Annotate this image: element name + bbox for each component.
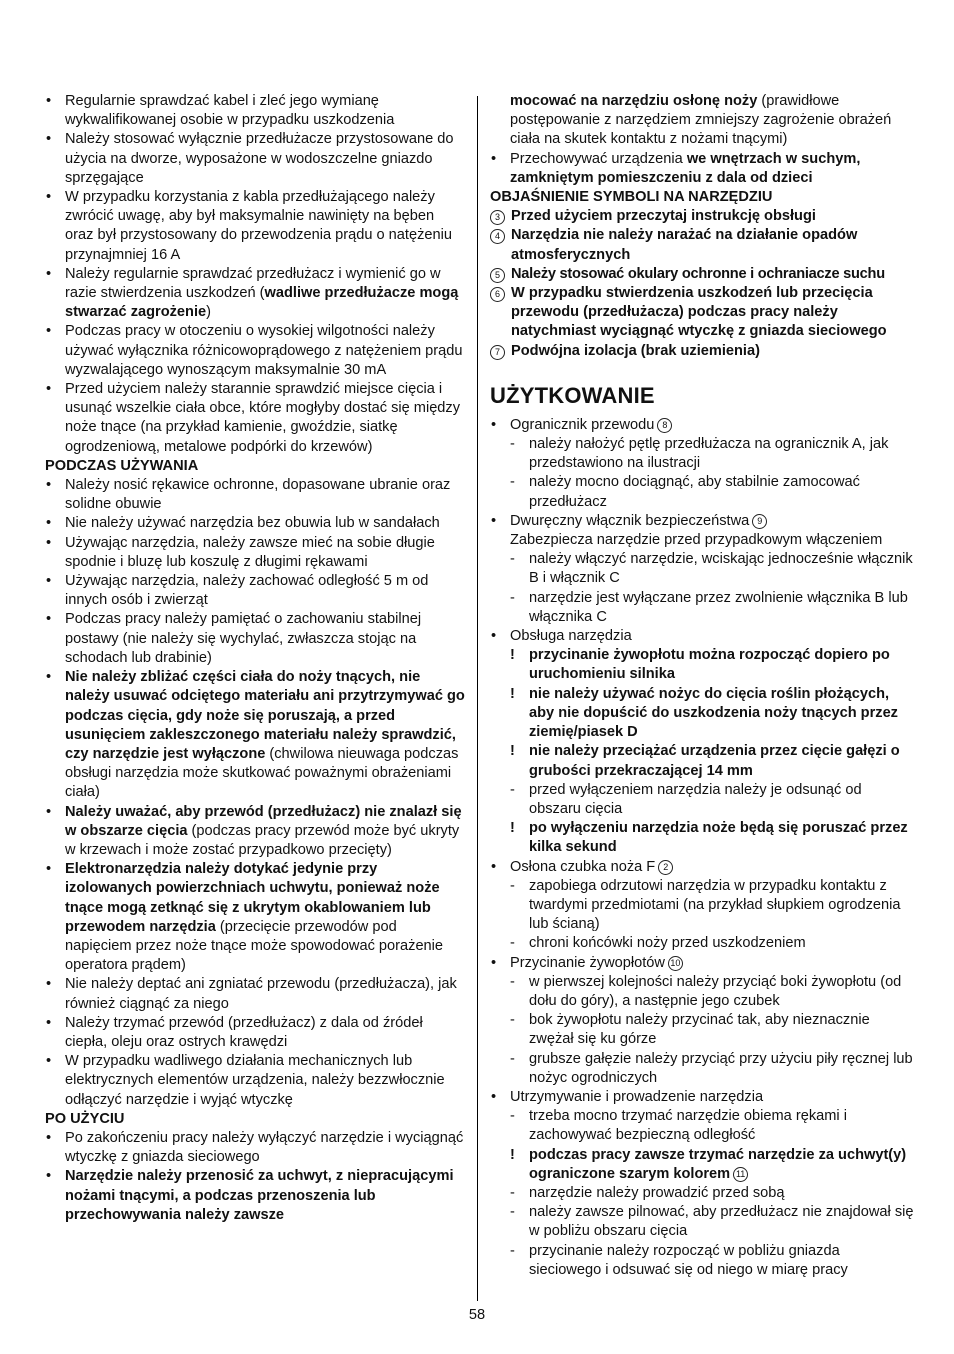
list-item bbox=[45, 1167, 465, 1225]
item-text: Po zakończeniu pracy należy wyłączyć narzędzie i wyciągnąć wtyczkę z gniazda sieciowego bbox=[65, 1129, 464, 1166]
item-text: zapobiega odrzutowi narzędzia w przypadku kontaktu z twardymi przedmiotami (na przykład słupkiem ogrodzenia lub ścianą) bbox=[529, 877, 901, 933]
list-item bbox=[490, 858, 915, 877]
subheading-during-use: PODCZAS UŻYWANIA bbox=[45, 457, 199, 474]
item-text: należy zawsze pilnować, aby przedłużacz nie znajdował się w pobliżu obszaru cięcia bbox=[529, 1204, 914, 1240]
column-divider bbox=[477, 96, 478, 1301]
symbol-text: Narzędzia nie należy narażać na działanie opadów atmosferycznych bbox=[511, 227, 858, 263]
item-text: Zabezpiecza narzędzie przed przypadkowym włączeniem bbox=[510, 532, 883, 549]
list-item bbox=[45, 534, 465, 572]
list-item bbox=[45, 1129, 465, 1167]
list-item bbox=[45, 188, 465, 265]
item-text: Utrzymywanie i prowadzenie narzędzia bbox=[510, 1088, 764, 1105]
list-item bbox=[45, 572, 465, 610]
item-text: Ogranicznik przewodu bbox=[510, 416, 655, 433]
sub-item bbox=[490, 877, 915, 935]
list-item bbox=[45, 860, 465, 975]
section-title: UŻYTKOWANIE bbox=[490, 382, 655, 408]
item-text: Regularnie sprawdzać kabel i zleć jego wymianę wykwalifikowanej osobie w przypadku uszkodzenia bbox=[65, 93, 395, 129]
item-emphasis: wadliwe przedłużacze mogą stwarzać zagrożenie bbox=[65, 285, 459, 321]
list-item bbox=[45, 130, 465, 188]
list-item bbox=[45, 380, 465, 457]
list-item bbox=[490, 512, 915, 550]
item-text: należy mocno dociągnąć, aby stabilnie zamocować przedłużacz bbox=[529, 474, 860, 510]
list-item bbox=[45, 668, 465, 802]
item-text: narzędzie jest wyłączane przez zwolnienie włącznika B lub włącznika C bbox=[529, 589, 908, 625]
item-text: (prawidłowe postępowanie z narzędziem zmniejszy zagrożenie obrażeń ciała na skutek kontaktu z nożami tnącymi) bbox=[510, 93, 892, 148]
warning-item bbox=[490, 1146, 915, 1184]
item-emphasis: Należy uważać, aby przewód (przedłużacz) nie znalazł się w obszarze cięcia bbox=[65, 803, 462, 839]
item-text: Dwuręczny włącznik bezpieczeństwa bbox=[510, 512, 750, 529]
item-text: chroni końcówki noży przed uszkodzeniem bbox=[529, 935, 806, 952]
item-text: nie należy używać nożyc do cięcia roślin płożących, aby nie dopuścić do uszkodzenia noży tnących przez ziemię/piasek D bbox=[529, 685, 898, 741]
sub-item bbox=[490, 1184, 915, 1203]
item-text: w pierwszej kolejności należy przyciąć boki żywopłotu (od dołu do góry), a następnie jego czubek bbox=[529, 973, 902, 1009]
right-column bbox=[490, 92, 915, 1280]
item-text: przycinanie żywopłotu można rozpocząć dopiero po uruchomieniu silnika bbox=[529, 647, 890, 683]
warning-item bbox=[490, 646, 915, 684]
list-item bbox=[45, 1052, 465, 1110]
item-text: należy nałożyć pętlę przedłużacza na ogranicznik A, jak przedstawiono na ilustracji bbox=[529, 436, 889, 472]
list-item bbox=[45, 265, 465, 323]
item-text: Nie należy deptać ani zgniatać przewodu (przedłużacza), jak również ciągnąć za niego bbox=[65, 976, 457, 1012]
symbol-item bbox=[490, 226, 915, 264]
list-item bbox=[45, 975, 465, 1013]
symbol-item bbox=[490, 342, 915, 361]
sub-item bbox=[490, 550, 915, 588]
item-text: Podczas pracy w otoczeniu o wysokiej wilgotności należy używać wyłącznika różnicowoprądowego z natężeniem prądu wyzwalającego wynoszącym maksymalnie 30 mA bbox=[65, 323, 463, 378]
left-column bbox=[45, 92, 465, 1225]
item-text: W przypadku korzystania z kabla przedłużającego należy zwrócić uwagę, aby był maksymalnie nawinięty na bęben oraz był przystosowany do przewodzenia prądu o natężeniu przynajmniej 16 A bbox=[65, 189, 452, 263]
item-text: ) bbox=[206, 304, 212, 321]
figure-ref-icon: 10 bbox=[668, 956, 683, 971]
sub-item bbox=[490, 589, 915, 627]
warning-item bbox=[490, 742, 915, 780]
item-text: Obsługa narzędzia bbox=[510, 628, 632, 645]
item-text: należy włączyć narzędzie, wciskając jednocześnie włącznik B i włącznik C bbox=[529, 551, 913, 587]
list-item bbox=[490, 416, 915, 435]
item-text: Należy stosować wyłącznie przedłużacze przystosowane do użycia na dworze, wyposażone w wodoszczelne gniazdo sprzęgające bbox=[65, 131, 454, 186]
list-item-continued bbox=[490, 92, 915, 150]
item-text: grubsze gałęzie należy przyciąć przy użyciu piły ręcznej lub nożyc ogrodniczych bbox=[529, 1050, 913, 1086]
warning-item bbox=[490, 819, 915, 857]
item-text: (chwilowa nieuwaga podczas obsługi narzędzia może skutkować poważnymi obrażeniami ciała) bbox=[65, 745, 459, 801]
symbol-item bbox=[490, 284, 915, 342]
item-text: Należy trzymać przewód (przedłużacz) z dala od źródeł ciepła, oleju oraz ostrych krawędzi bbox=[65, 1014, 423, 1050]
item-emphasis: mocować na narzędziu osłonę noży bbox=[510, 93, 758, 109]
item-emphasis: Elektronarzędzia należy dotykać jedynie przy izolowanych powierzchniach uchwytu, ponieważ noże tnące mogą zetknąć się z ukrytym okablowaniem lub przewodem narzędzia bbox=[65, 861, 440, 935]
symbol-text: Należy stosować okulary ochronne i ochraniacze suchu bbox=[511, 265, 885, 282]
item-text: przed wyłączeniem narzędzia należy je odsunąć od obszaru cięcia bbox=[529, 781, 862, 817]
sub-item bbox=[490, 473, 915, 511]
item-text: narzędzie należy prowadzić przed sobą bbox=[529, 1184, 785, 1201]
symbol-number-icon: 6 bbox=[490, 287, 505, 302]
list-item bbox=[45, 610, 465, 668]
item-text: bok żywopłotu należy przycinać tak, aby nieznacznie zwężał się ku górze bbox=[529, 1012, 870, 1048]
item-text: podczas pracy zawsze trzymać narzędzie za uchwyt(y) ograniczone szarym kolorem bbox=[529, 1146, 907, 1182]
sub-item bbox=[490, 1050, 915, 1088]
sub-item bbox=[490, 435, 915, 473]
sub-item bbox=[490, 973, 915, 1011]
list-item bbox=[490, 627, 915, 646]
item-text: (podczas pracy przewód może być ukryty w krzewach i może zostać przypadkowo przecięty) bbox=[65, 822, 460, 858]
list-item bbox=[490, 1088, 915, 1107]
symbol-number-icon: 3 bbox=[490, 210, 505, 225]
list-item bbox=[45, 322, 465, 380]
list-item bbox=[45, 803, 465, 861]
item-text: trzeba mocno trzymać narzędzie obiema rękami i zachowywać bezpieczną odległość bbox=[529, 1108, 847, 1144]
symbol-text: W przypadku stwierdzenia uszkodzeń lub przecięcia przewodu (przedłużacza) podczas pracy należy natychmiast wyciągnąć wtyczkę z gniazda sieciowego bbox=[511, 285, 887, 340]
item-emphasis: we wnętrzach w suchym, zamkniętym pomieszczeniu z dala od dzieci bbox=[510, 150, 861, 186]
list-item bbox=[45, 92, 465, 130]
item-text: Należy regularnie sprawdzać przedłużacz i wymienić go w razie stwierdzenia uszkodzeń ( bbox=[65, 265, 441, 302]
item-text: Przycinanie żywopłotów bbox=[510, 954, 665, 971]
symbol-item bbox=[490, 207, 915, 226]
symbol-text: Przed użyciem przeczytaj instrukcję obsługi bbox=[511, 208, 816, 225]
item-text: przycinanie należy rozpocząć w pobliżu gniazda sieciowego i odsuwać się od niego w miarę pracy bbox=[529, 1242, 848, 1278]
list-item bbox=[45, 514, 465, 533]
list-item bbox=[45, 476, 465, 514]
item-text: Przechowywać urządzenia bbox=[510, 150, 687, 167]
item-text: Należy nosić rękawice ochronne, dopasowane ubranie oraz solidne obuwie bbox=[65, 477, 451, 513]
sub-item bbox=[490, 1107, 915, 1145]
item-text: Nie należy używać narzędzia bez obuwia lub w sandałach bbox=[65, 515, 440, 532]
item-text: nie należy przeciążać urządzenia przez cięcie gałęzi o grubości przekraczającej 14 mm bbox=[529, 743, 900, 779]
sub-item bbox=[490, 1242, 915, 1280]
item-text: Osłona czubka noża F bbox=[510, 858, 656, 875]
symbol-number-icon: 4 bbox=[490, 229, 505, 244]
item-text: W przypadku wadliwego działania mechanicznych lub elektrycznych elementów urządzenia, należy bezzwłocznie odłączyć narzędzie i wyjąć wtyczkę bbox=[65, 1053, 445, 1108]
item-emphasis: Narzędzie należy przenosić za uchwyt, z niepracującymi nożami tnącymi, a podczas przenoszenia lub przechowywania należy zawsze bbox=[65, 1168, 454, 1223]
symbol-number-icon: 7 bbox=[490, 345, 505, 360]
list-item bbox=[490, 954, 915, 973]
list-item bbox=[45, 1014, 465, 1052]
figure-ref-icon: 8 bbox=[657, 418, 672, 433]
item-text: Używając narzędzia, należy zachować odległość 5 m od innych osób i zwierząt bbox=[65, 573, 429, 609]
subheading-symbols: OBJAŚNIENIE SYMBOLI NA NARZĘDZIU bbox=[490, 189, 773, 206]
figure-ref-icon: 9 bbox=[752, 514, 767, 529]
item-text: Przed użyciem należy starannie sprawdzić miejsce cięcia i usunąć wszelkie ciała obce, które mogłyby dostać się między noże tnące (na przykład kamienie, gwoździe, siatkę ogrodzeniową, metalowe podpórki do krzewów) bbox=[65, 381, 461, 455]
sub-item bbox=[490, 781, 915, 819]
item-emphasis: Nie należy zbliżać części ciała do noży tnących, nie należy usuwać odciętego materiału ani przytrzymywać go podczas cięcia, gdy noże się poruszają, a przed usunięciem zakleszczonego materiału należy sprawdzić, czy narzędzie jest wyłączone bbox=[65, 669, 465, 762]
warning-item bbox=[490, 685, 915, 743]
symbol-item bbox=[490, 265, 915, 284]
item-text: po wyłączeniu narzędzia noże będą się poruszać przez kilka sekund bbox=[529, 820, 908, 856]
symbol-text: Podwójna izolacja (brak uziemienia) bbox=[511, 342, 760, 359]
sub-item bbox=[490, 1203, 915, 1241]
symbol-number-icon: 5 bbox=[490, 268, 505, 283]
figure-ref-icon: 11 bbox=[733, 1167, 748, 1182]
item-text: (przecięcie przewodów pod napięciem przez noże tnące może spowodować porażenie operatora prądem) bbox=[65, 918, 444, 974]
list-item bbox=[490, 150, 915, 188]
figure-ref-icon: 2 bbox=[658, 860, 673, 875]
sub-item bbox=[490, 934, 915, 953]
subheading-after-use: PO UŻYCIU bbox=[45, 1110, 125, 1127]
page-number: 58 bbox=[468, 1307, 486, 1323]
sub-item bbox=[490, 1011, 915, 1049]
item-text: Używając narzędzia, należy zawsze mieć na sobie długie spodnie i bluzę lub koszulę z długimi rękawami bbox=[65, 534, 435, 570]
item-text: Podczas pracy należy pamiętać o zachowaniu stabilnej postawy (nie należy się wychylać, zwłaszcza stojąc na schodach lub drabinie) bbox=[65, 611, 422, 666]
